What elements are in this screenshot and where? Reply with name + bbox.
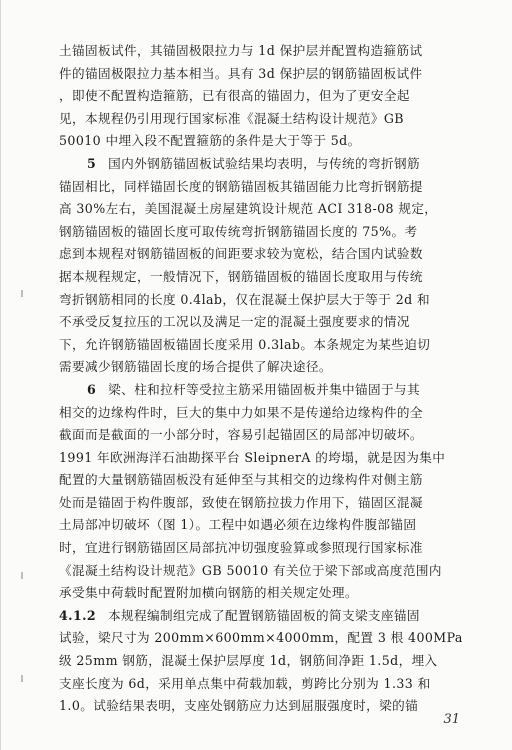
text-line — [59, 85, 477, 108]
text-line — [59, 560, 477, 583]
text-line — [59, 514, 477, 537]
scan-mark — [21, 290, 23, 297]
text-line — [59, 198, 477, 221]
text-line — [59, 605, 477, 628]
scan-mark — [21, 675, 23, 682]
text-line — [59, 424, 477, 447]
line-text: 试验，梁尺寸为 200mm×600mm×4000mm，配置 3 根 400MPa — [59, 630, 463, 646]
line-text: 相交的边缘构件时，巨大的集中力如果不是传递给边缘构件的全 — [59, 404, 423, 420]
line-text: 件的锚固极限拉力基本相当。具有 3d 保护层的钢筋锚固板试件 — [59, 65, 423, 81]
text-line — [59, 221, 477, 244]
line-text: 高 30%左右，美国混凝土房屋建筑设计规范 ACI 318-08 规定， — [59, 201, 438, 217]
line-text: 弯折钢筋相同的长度 0.4lab，仅在混凝土保护层大于等于 2d 和 — [59, 291, 430, 307]
text-line — [59, 627, 477, 650]
line-text: 本规程编制组完成了配置钢筋锚固板的简支梁支座锚固 — [108, 607, 420, 623]
line-text: 《混凝土结构设计规范》GB 50010 有关位于梁下部或高度范围内 — [59, 562, 442, 578]
line-text: 土局部冲切破坏（图 1）。工程中如遇必须在边缘构件腹部锚固 — [59, 517, 417, 533]
line-text: 梁、柱和拉杆等受拉主筋采用锚固板并集中锚固于与其 — [108, 381, 421, 397]
line-text: 支座长度为 6d，采用单点集中荷载加载，剪跨比分别为 1.33 和 — [59, 675, 431, 691]
text-line — [59, 334, 477, 357]
text-line — [59, 582, 477, 605]
line-text: 50010 中埋入段不配置箍筋的条件是大于等于 5d。 — [59, 133, 361, 149]
paragraph-number: 6 — [87, 381, 97, 397]
text-line — [59, 356, 477, 379]
line-text: 1.0。试验结果表明，支座处钢筋应力达到屈服强度时，梁的锚 — [59, 698, 419, 714]
text-line — [59, 537, 477, 560]
line-text: 下，允许钢筋锚固板锚固长度采用 0.3lab。本条规定为某些迫切 — [59, 336, 431, 352]
text-line — [59, 153, 477, 176]
line-text: 需要减少钢筋锚固长度的场合提供了解决途径。 — [59, 359, 332, 375]
scan-mark — [21, 572, 23, 579]
text-line — [59, 695, 477, 718]
text-line — [59, 63, 477, 86]
line-text: 虑到本规程对钢筋锚固板的间距要求较为宽松，结合国内试验数 — [59, 246, 423, 262]
section-number: 4.1.2 — [59, 607, 97, 623]
text-line — [59, 673, 477, 696]
line-text: 国内外钢筋锚固板试验结果均表明，与传统的弯折钢筋 — [108, 155, 421, 171]
text-line — [59, 402, 477, 425]
line-text: 1991 年欧洲海洋石油勘探平台 SleipnerA 的垮塌，就是因为集中 — [59, 449, 446, 465]
line-text: ，即使不配置构造箍筋，已有很高的锚固力，但为了更安全起 — [59, 88, 410, 104]
text-line — [59, 40, 477, 63]
line-text: 土锚固板试件，其锚固极限拉力与 1d 保护层并配置构造箍筋试 — [59, 43, 423, 58]
body-text — [59, 40, 477, 718]
line-text: 据本规程规定，一般情况下，钢筋锚固板的锚固长度取用与传统 — [59, 268, 423, 284]
line-text: 级 25mm 钢筋，混凝土保护层厚度 1d，钢筋间净距 1.5d，埋入 — [59, 653, 438, 669]
page-number: 31 — [443, 712, 460, 727]
text-line — [59, 176, 477, 199]
line-text: 见，本规程仍引用现行国家标准《混凝土结构设计规范》GB — [59, 110, 404, 126]
text-line — [59, 379, 477, 402]
text-line — [59, 469, 477, 492]
text-line — [59, 289, 477, 312]
line-text: 不承受反复拉压的工况以及满足一定的混凝土强度要求的情况 — [59, 314, 410, 330]
paragraph-number: 5 — [87, 155, 97, 171]
text-line — [59, 130, 477, 153]
line-text: 配置的大量钢筋锚固板没有延伸至与其相交的边缘构件对侧主筋 — [59, 472, 423, 488]
line-text: 钢筋锚固板的锚固长度可取传统弯折钢筋锚固长度的 75%。考 — [59, 223, 418, 239]
line-text: 时，宜进行钢筋锚固区局部抗冲切强度验算或参照现行国家标准 — [59, 540, 423, 556]
text-line — [59, 243, 477, 266]
line-text: 承受集中荷载时配置附加横向钢筋的相关规定处理。 — [59, 585, 358, 601]
line-text: 截面而是截面的一小部分时，容易引起锚固区的局部冲切破坏。 — [59, 427, 423, 443]
text-line — [59, 492, 477, 515]
line-text: 锚固相比，同样锚固长度的钢筋锚固板其锚固能力比弯折钢筋提 — [59, 178, 423, 194]
text-line — [59, 650, 477, 673]
text-line — [59, 266, 477, 289]
line-text: 处而是锚固于构件腹部，致使在钢筋拉拔力作用下，锚固区混凝 — [59, 494, 423, 510]
text-line — [59, 311, 477, 334]
text-line — [59, 108, 477, 131]
text-line — [59, 447, 477, 470]
